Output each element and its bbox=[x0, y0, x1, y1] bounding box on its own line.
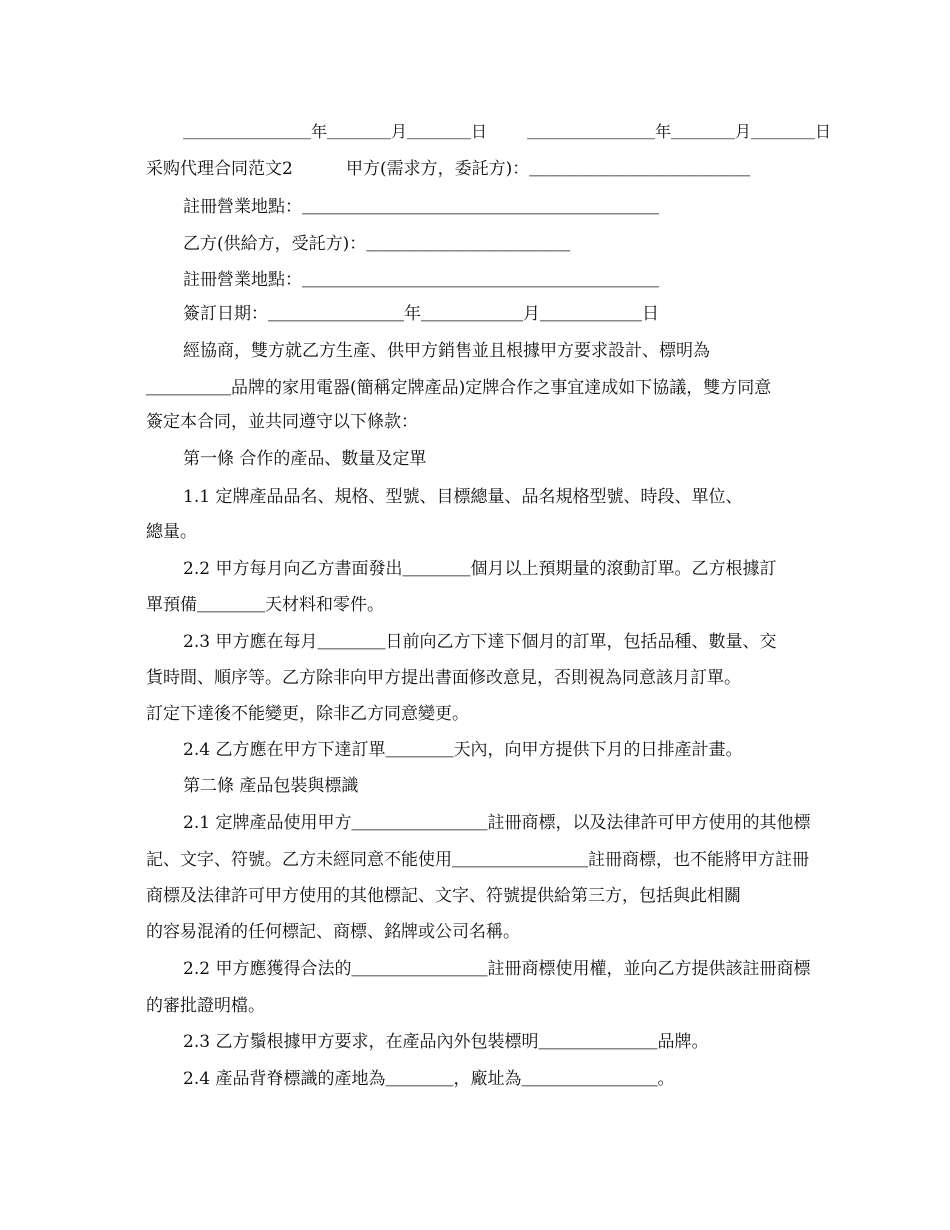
clause-2-3-line-1: 2.3 甲方應在每月＿＿＿＿日前向乙方下達下個月的訂單，包括品種、數量、交 bbox=[183, 632, 777, 652]
document-title: 采购代理合同范文2 bbox=[146, 159, 293, 179]
preamble-line-1: 經協商，雙方就乙方生產、供甲方銷售並且根據甲方要求設計、標明為 bbox=[183, 341, 710, 361]
clause-2-4: 2.4 乙方應在甲方下達訂單＿＿＿＿天內，向甲方提供下月的日排產計畫。 bbox=[183, 740, 743, 760]
party-a-line: 甲方(需求方，委託方)：＿＿＿＿＿＿＿＿＿＿＿＿＿ bbox=[346, 159, 751, 179]
clause-2-3-line-2: 貨時間、順序等。乙方除非向甲方提出書面修改意見，否則視為同意該月訂單。 bbox=[146, 668, 741, 688]
clause-b-2-1-line-3: 商標及法律許可甲方使用的其他標記、文字、符號提供給第三方，包括與此相關 bbox=[146, 886, 741, 906]
article-1-title: 第一條 合作的產品、數量及定單 bbox=[183, 449, 427, 469]
clause-2-2-line-1: 2.2 甲方每月向乙方書面發出＿＿＿＿個月以上預期量的滾動訂單。乙方根據訂 bbox=[183, 559, 777, 579]
preamble-line-2: ＿＿＿＿＿品牌的家用電器(簡稱定牌產品)定牌合作之事宜達成如下協議，雙方同意 bbox=[146, 378, 772, 398]
clause-b-2-1-line-2: 記、文字、符號。乙方未經同意不能使用＿＿＿＿＿＿＿＿註冊商標，也不能將甲方註冊 bbox=[146, 850, 809, 870]
party-a-address: 註冊營業地點：＿＿＿＿＿＿＿＿＿＿＿＿＿＿＿＿＿＿＿＿＿ bbox=[183, 197, 659, 217]
party-b-line: 乙方(供給方，受託方)：＿＿＿＿＿＿＿＿＿＿＿＿ bbox=[183, 234, 571, 254]
sign-date-line: 簽訂日期：＿＿＿＿＿＿＿＿年＿＿＿＿＿＿月＿＿＿＿＿＿日 bbox=[183, 304, 659, 324]
clause-b-2-1-line-4: 的容易混淆的任何標記、商標、銘牌或公司名稱。 bbox=[146, 922, 520, 942]
clause-1-1-line-1: 1.1 定牌產品品名、規格、型號、目標總量、品名規格型號、時段、單位、 bbox=[183, 487, 743, 507]
clause-b-2-2-line-2: 的審批證明檔。 bbox=[146, 996, 265, 1016]
clause-2-2-line-2: 單預備＿＿＿＿天材料和零件。 bbox=[146, 595, 384, 615]
date-line-left: ＿＿＿＿＿＿＿＿年＿＿＿＿月＿＿＿＿日 bbox=[183, 122, 488, 141]
article-2-title: 第二條 產品包裝與標識 bbox=[183, 776, 359, 796]
clause-b-2-4: 2.4 產品背脊標識的產地為＿＿＿＿，廠址為＿＿＿＿＿＿＿＿。 bbox=[183, 1069, 675, 1089]
clause-b-2-3: 2.3 乙方鬚根據甲方要求，在產品內外包裝標明＿＿＿＿＿＿＿品牌。 bbox=[183, 1032, 709, 1052]
party-b-address: 註冊營業地點：＿＿＿＿＿＿＿＿＿＿＿＿＿＿＿＿＿＿＿＿＿ bbox=[183, 270, 659, 290]
clause-2-3-line-3: 訂定下達後不能變更，除非乙方同意變更。 bbox=[146, 704, 469, 724]
date-line-right: ＿＿＿＿＿＿＿＿年＿＿＿＿月＿＿＿＿日 bbox=[527, 122, 832, 141]
clause-b-2-2-line-1: 2.2 甲方應獲得合法的＿＿＿＿＿＿＿＿註冊商標使用權，並向乙方提供該註冊商標 bbox=[183, 959, 811, 979]
preamble-line-3: 簽定本合同，並共同遵守以下條款： bbox=[146, 412, 418, 432]
clause-b-2-1-line-1: 2.1 定牌產品使用甲方＿＿＿＿＿＿＿＿註冊商標，以及法律許可甲方使用的其他標 bbox=[183, 813, 811, 833]
clause-1-1-line-2: 總量。 bbox=[146, 522, 197, 542]
